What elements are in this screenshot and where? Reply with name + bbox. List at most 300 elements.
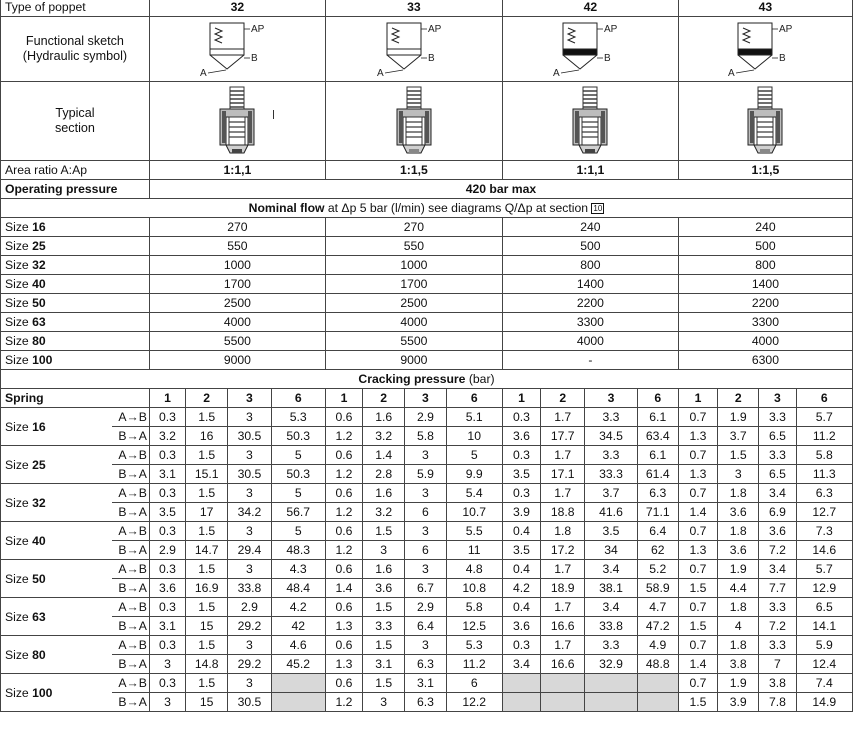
spring-number: 3 [228, 389, 271, 408]
area-ratio-32: 1:1,1 [149, 161, 325, 180]
size-label [1, 313, 150, 332]
pressure-value: 3 [363, 693, 405, 712]
pressure-value: 0.4 [502, 598, 540, 617]
pressure-value: 45.2 [271, 655, 325, 674]
pressure-value: 2.8 [363, 465, 405, 484]
pressure-value: 3 [405, 636, 446, 655]
svg-text:A: A [200, 68, 208, 79]
pressure-value: 4.2 [502, 579, 540, 598]
pressure-value: 0.3 [502, 408, 540, 427]
empty-cell [585, 693, 637, 712]
size-prefix: Size [5, 457, 33, 472]
svg-text:A: A [553, 68, 561, 79]
pressure-value: 1.7 [541, 408, 585, 427]
size-number: 80 [32, 647, 46, 662]
pressure-value: 3.6 [363, 579, 405, 598]
sketch-cell-43 [678, 17, 852, 82]
pressure-value: 17.7 [541, 427, 585, 446]
cracking-row-ba [1, 541, 853, 560]
size-label [1, 294, 150, 313]
pressure-value: 5.8 [446, 598, 502, 617]
spring-number: 1 [149, 389, 185, 408]
pressure-value: 0.4 [502, 560, 540, 579]
pressure-value: 3.7 [585, 484, 637, 503]
flow-value: 500 [678, 237, 852, 256]
flow-row [1, 256, 853, 275]
empty-cell [271, 674, 325, 693]
type-33: 33 [325, 0, 502, 17]
spring-number: 3 [585, 389, 637, 408]
spring-number: 6 [637, 389, 678, 408]
typical-section-label [1, 82, 150, 161]
pressure-value: 14.7 [186, 541, 228, 560]
pressure-value: 12.9 [796, 579, 852, 598]
size-prefix: Size [5, 296, 33, 310]
cracking-row-ab [1, 484, 853, 503]
empty-cell [637, 674, 678, 693]
nominal-flow-rows [1, 218, 853, 370]
spring-number: 2 [718, 389, 759, 408]
pressure-value: 0.6 [325, 522, 362, 541]
operating-pressure-value: 420 bar max [149, 180, 852, 199]
spring-number: 2 [541, 389, 585, 408]
pressure-value: 1.5 [718, 446, 759, 465]
pressure-value: 29.4 [228, 541, 271, 560]
svg-text:B: B [779, 53, 787, 64]
pressure-value: 71.1 [637, 503, 678, 522]
pressure-value: 5 [271, 446, 325, 465]
sketch-cell-42 [502, 17, 678, 82]
pressure-value: 5 [271, 484, 325, 503]
pressure-value: 47.2 [637, 617, 678, 636]
pressure-value: 0.6 [325, 446, 362, 465]
pressure-value: 3.3 [759, 446, 796, 465]
pressure-value: 2.9 [149, 541, 185, 560]
pressure-value: 1.5 [363, 636, 405, 655]
flow-value: 2500 [325, 294, 502, 313]
size-number: 25 [32, 457, 46, 472]
pressure-value: 16.6 [541, 655, 585, 674]
flow-value: 3300 [678, 313, 852, 332]
size-prefix: Size [5, 647, 33, 662]
pressure-value: 33.8 [585, 617, 637, 636]
pressure-value: 3.1 [405, 674, 446, 693]
flow-value: 9000 [149, 351, 325, 370]
pressure-value: 0.3 [149, 484, 185, 503]
flow-direction: A→B [111, 636, 149, 655]
pressure-value: 41.6 [585, 503, 637, 522]
size-label [1, 674, 112, 712]
cracking-pressure-rows [1, 408, 853, 712]
pressure-value: 0.6 [325, 560, 362, 579]
cracking-row-ba [1, 693, 853, 712]
size-number: 100 [32, 685, 53, 700]
area-ratio-row [1, 161, 853, 180]
pressure-value: 18.8 [541, 503, 585, 522]
pressure-value: 3 [718, 465, 759, 484]
section-cell-42 [502, 82, 678, 161]
pressure-value: 29.2 [228, 617, 271, 636]
pressure-value: 5.1 [446, 408, 502, 427]
size-prefix: Size [5, 609, 33, 624]
flow-value: 500 [502, 237, 678, 256]
pressure-value: 6.1 [637, 446, 678, 465]
flow-value: 1000 [325, 256, 502, 275]
nominal-flow-title [1, 199, 853, 218]
pressure-value: 5 [446, 446, 502, 465]
flow-value: 5500 [325, 332, 502, 351]
flow-direction: A→B [111, 522, 149, 541]
pressure-value: 5.4 [446, 484, 502, 503]
pressure-value: 3 [405, 522, 446, 541]
pressure-value: 3.8 [759, 674, 796, 693]
area-ratio-label: Area ratio A:Ap [1, 161, 150, 180]
pressure-value: 1.4 [325, 579, 362, 598]
flow-direction: B→A [111, 617, 149, 636]
pressure-value: 3.4 [502, 655, 540, 674]
svg-text:AP: AP [427, 24, 442, 35]
type-label: Type of poppet [1, 0, 150, 17]
pressure-value: 1.4 [363, 446, 405, 465]
pressure-value: 1.3 [678, 427, 717, 446]
pressure-value: 50.3 [271, 427, 325, 446]
pressure-value: 16.9 [186, 579, 228, 598]
size-label [1, 218, 150, 237]
pressure-value: 56.7 [271, 503, 325, 522]
size-number: 63 [32, 609, 46, 624]
sketch-cell-32 [149, 17, 325, 82]
pressure-value: 1.3 [678, 465, 717, 484]
flow-value: 240 [678, 218, 852, 237]
pressure-value: 0.4 [502, 522, 540, 541]
pressure-value: 4.2 [271, 598, 325, 617]
pressure-value: 3 [228, 408, 271, 427]
section-cell-43 [678, 82, 852, 161]
section-row [1, 82, 853, 161]
pressure-value: 1.7 [541, 636, 585, 655]
pressure-value: 1.5 [363, 674, 405, 693]
spring-number: 6 [271, 389, 325, 408]
poppet-section-drawing [555, 83, 625, 159]
svg-text:A: A [728, 68, 736, 79]
pressure-value: 1.5 [186, 484, 228, 503]
pressure-value: 0.6 [325, 636, 362, 655]
pressure-value: 6.9 [759, 503, 796, 522]
pressure-value: 1.5 [363, 598, 405, 617]
area-ratio-33: 1:1,5 [325, 161, 502, 180]
size-prefix: Size [5, 353, 33, 367]
pressure-value: 3.5 [502, 541, 540, 560]
pressure-value: 1.2 [325, 503, 362, 522]
flow-value: 550 [325, 237, 502, 256]
pressure-value: 0.3 [502, 446, 540, 465]
pressure-value: 4.6 [271, 636, 325, 655]
pressure-value: 3 [228, 674, 271, 693]
pressure-value: 30.5 [228, 427, 271, 446]
pressure-value: 33.8 [228, 579, 271, 598]
pressure-value: 6.3 [405, 655, 446, 674]
size-prefix: Size [5, 495, 33, 510]
pressure-value: 3 [228, 636, 271, 655]
svg-text:AP: AP [604, 24, 618, 35]
size-label [1, 598, 112, 636]
pressure-value: 3 [228, 446, 271, 465]
size-number: 50 [32, 571, 46, 586]
pressure-value: 5.8 [405, 427, 446, 446]
section-ref-box: 10 [593, 204, 603, 213]
pressure-value: 1.5 [186, 598, 228, 617]
flow-row [1, 294, 853, 313]
pressure-value: 34.2 [228, 503, 271, 522]
size-number: 32 [32, 258, 46, 272]
flow-direction: A→B [111, 598, 149, 617]
hydraulic-symbol-icon [535, 18, 645, 80]
size-label [1, 237, 150, 256]
size-label [1, 636, 112, 674]
flow-direction: A→B [111, 408, 149, 427]
pressure-value: 1.7 [541, 598, 585, 617]
size-number: 63 [32, 315, 46, 329]
pressure-value: 12.2 [446, 693, 502, 712]
flow-direction: A→B [111, 484, 149, 503]
type-32: 32 [149, 0, 325, 17]
pressure-value: 6.4 [405, 617, 446, 636]
pressure-value: 6.5 [796, 598, 852, 617]
pressure-value: 0.6 [325, 674, 362, 693]
pressure-value: 3.2 [149, 427, 185, 446]
flow-value: 270 [149, 218, 325, 237]
pressure-value: 1.5 [186, 408, 228, 427]
pressure-value: 33.3 [585, 465, 637, 484]
pressure-value: 3.4 [759, 560, 796, 579]
svg-text:B: B [604, 53, 612, 64]
pressure-value: 3.4 [585, 598, 637, 617]
flow-direction: A→B [111, 560, 149, 579]
nominal-flow-title-row [1, 199, 853, 218]
pressure-value: 0.6 [325, 408, 362, 427]
pressure-value: 3.6 [502, 617, 540, 636]
flow-value: 1400 [502, 275, 678, 294]
pressure-value: 7 [759, 655, 796, 674]
sketch-row [1, 17, 853, 82]
pressure-value: 30.5 [228, 693, 271, 712]
pressure-value: 5.8 [796, 446, 852, 465]
spring-number: 2 [363, 389, 405, 408]
pressure-value: 6.3 [405, 693, 446, 712]
pressure-value: 2.9 [405, 598, 446, 617]
flow-direction: B→A [111, 503, 149, 522]
pressure-value: 0.7 [678, 636, 717, 655]
size-prefix: Size [5, 334, 33, 348]
pressure-value: 7.4 [796, 674, 852, 693]
pressure-value: 0.3 [149, 408, 185, 427]
pressure-value: 0.3 [149, 674, 185, 693]
pressure-value: 6.5 [759, 465, 796, 484]
pressure-value: 1.2 [325, 541, 362, 560]
flow-direction: A→B [111, 674, 149, 693]
pressure-value: 6 [405, 503, 446, 522]
flow-value: 2500 [149, 294, 325, 313]
size-number: 40 [32, 277, 46, 291]
pressure-value: 3 [149, 655, 185, 674]
pressure-value: 3.6 [759, 522, 796, 541]
size-number: 100 [32, 353, 53, 367]
pressure-value: 38.1 [585, 579, 637, 598]
size-prefix: Size [5, 571, 33, 586]
pressure-value: 5.9 [405, 465, 446, 484]
spring-number: 1 [325, 389, 362, 408]
nominal-flow-title-bold: Nominal flow [248, 201, 325, 215]
size-number: 25 [32, 239, 46, 253]
flow-value: 240 [502, 218, 678, 237]
cracking-row-ba [1, 465, 853, 484]
pressure-value: 3 [405, 446, 446, 465]
pressure-value: 6.1 [637, 408, 678, 427]
pressure-value: 0.7 [678, 522, 717, 541]
pressure-value: 3.6 [718, 541, 759, 560]
pressure-value: 1.7 [541, 446, 585, 465]
pressure-value: 10.8 [446, 579, 502, 598]
pressure-value: 3.6 [718, 503, 759, 522]
pressure-value: 6.5 [759, 427, 796, 446]
cracking-title-bold: Cracking pressure [358, 372, 466, 386]
pressure-value: 0.3 [502, 636, 540, 655]
pressure-value: 1.8 [541, 522, 585, 541]
empty-cell [637, 693, 678, 712]
poppet-section-drawing [202, 83, 272, 159]
pressure-value: 1.5 [186, 446, 228, 465]
pressure-value: 48.8 [637, 655, 678, 674]
pressure-value: 3.3 [759, 636, 796, 655]
pressure-value: 5.7 [796, 560, 852, 579]
type-43: 43 [678, 0, 852, 17]
flow-value: 4000 [502, 332, 678, 351]
pressure-value: 10.7 [446, 503, 502, 522]
pressure-value: 6.3 [796, 484, 852, 503]
pressure-value: 3 [405, 560, 446, 579]
size-prefix: Size [5, 419, 33, 434]
hydraulic-symbol-icon [182, 18, 292, 80]
type-42: 42 [502, 0, 678, 17]
pressure-value: 14.1 [796, 617, 852, 636]
pressure-value: 63.4 [637, 427, 678, 446]
pressure-value: 4.8 [446, 560, 502, 579]
pressure-value: 48.3 [271, 541, 325, 560]
pressure-value: 1.6 [363, 408, 405, 427]
sketch-label-line1: Functional sketch [25, 34, 124, 48]
spring-number: 2 [186, 389, 228, 408]
pressure-value: 12.5 [446, 617, 502, 636]
pressure-value: 0.3 [149, 522, 185, 541]
pressure-value: 3.3 [585, 446, 637, 465]
size-prefix: Size [5, 277, 33, 291]
pressure-value: 1.2 [325, 427, 362, 446]
pressure-value: 50.3 [271, 465, 325, 484]
size-label [1, 560, 112, 598]
pressure-value: 1.7 [541, 560, 585, 579]
empty-cell [541, 693, 585, 712]
pressure-value: 3.1 [149, 617, 185, 636]
pressure-value: 4.7 [637, 598, 678, 617]
pressure-value: 1.8 [718, 598, 759, 617]
svg-text:B: B [427, 53, 435, 64]
cracking-row-ba [1, 617, 853, 636]
pressure-value: 3.3 [363, 617, 405, 636]
pressure-value: 4 [718, 617, 759, 636]
pressure-value: 3.5 [585, 522, 637, 541]
pressure-value: 3.5 [502, 465, 540, 484]
flow-value: 4000 [149, 313, 325, 332]
size-number: 32 [32, 495, 46, 510]
pressure-value: 1.9 [718, 674, 759, 693]
size-label [1, 275, 150, 294]
flow-value: 800 [502, 256, 678, 275]
pressure-value: 7.2 [759, 541, 796, 560]
cracking-row-ab [1, 674, 853, 693]
cracking-row-ab [1, 446, 853, 465]
pressure-value: 0.7 [678, 560, 717, 579]
pressure-value: 0.3 [149, 446, 185, 465]
pressure-value: 3.6 [502, 427, 540, 446]
pressure-value: 4.3 [271, 560, 325, 579]
pressure-value: 18.9 [541, 579, 585, 598]
flow-value: 5500 [149, 332, 325, 351]
flow-row [1, 275, 853, 294]
pressure-value: 3.4 [585, 560, 637, 579]
pressure-value: 7.7 [759, 579, 796, 598]
size-prefix: Size [5, 258, 33, 272]
section-cell-32 [149, 82, 325, 161]
pressure-value: 4.4 [718, 579, 759, 598]
poppet-section-drawing [379, 83, 449, 159]
pressure-value: 34 [585, 541, 637, 560]
flow-row [1, 351, 853, 370]
pressure-value: 61.4 [637, 465, 678, 484]
svg-text:AP: AP [779, 24, 793, 35]
pressure-value: 0.7 [678, 484, 717, 503]
svg-text:AP: AP [251, 24, 265, 35]
svg-text:A: A [376, 68, 384, 79]
pressure-value: 58.9 [637, 579, 678, 598]
hydraulic-symbol-icon [359, 18, 469, 80]
pressure-value: 1.7 [541, 484, 585, 503]
flow-value: 3300 [502, 313, 678, 332]
spring-label: Spring [1, 389, 150, 408]
cracking-title-row [1, 370, 853, 389]
flow-direction: B→A [111, 579, 149, 598]
pressure-value: 1.3 [325, 655, 362, 674]
pressure-value: 1.5 [678, 617, 717, 636]
pressure-value: 7.3 [796, 522, 852, 541]
pressure-value: 11.2 [796, 427, 852, 446]
pressure-value: 42 [271, 617, 325, 636]
pressure-value: 3.3 [585, 408, 637, 427]
pressure-value: 1.5 [678, 579, 717, 598]
size-label [1, 332, 150, 351]
spring-number: 6 [446, 389, 502, 408]
operating-pressure-label: Operating pressure [1, 180, 150, 199]
flow-row [1, 218, 853, 237]
flow-value: 9000 [325, 351, 502, 370]
cracking-row-ab [1, 560, 853, 579]
spring-number: 1 [502, 389, 540, 408]
pressure-value: 0.6 [325, 484, 362, 503]
pressure-value: 6 [405, 541, 446, 560]
pressure-value: 12.7 [796, 503, 852, 522]
size-number: 80 [32, 334, 46, 348]
empty-cell [585, 674, 637, 693]
flow-value: 550 [149, 237, 325, 256]
